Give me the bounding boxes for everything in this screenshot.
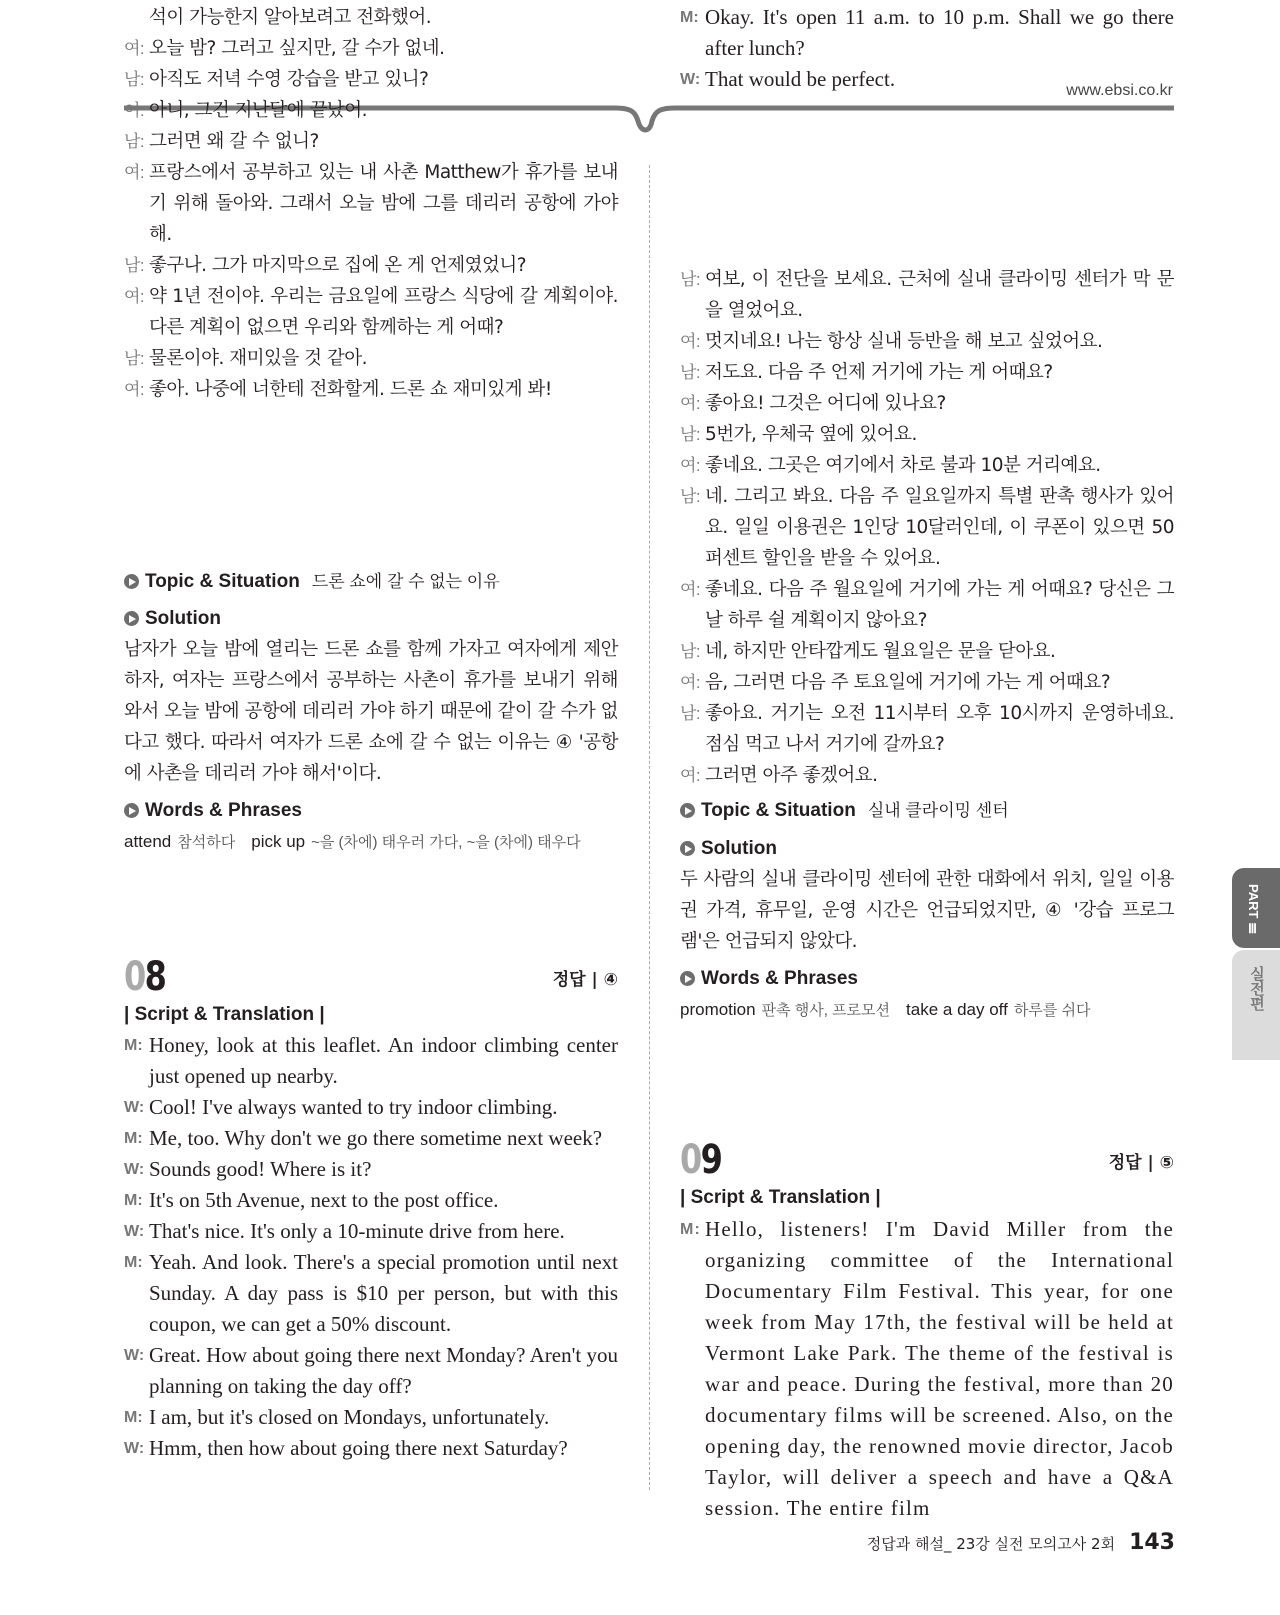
words-section (124, 795, 618, 858)
speaker-label: M: (124, 1254, 143, 1271)
speaker-label: 남: (680, 363, 701, 382)
dialogue-line (680, 698, 1174, 760)
line-text: 음, 그러면 다음 주 토요일에 거기에 가는 게 어때요? (705, 672, 1111, 693)
solution-label: Solution (145, 608, 221, 629)
page-number: 143 (1129, 1530, 1175, 1555)
phrase: pick up (251, 832, 306, 851)
dialogue-line (680, 264, 1174, 326)
line-text: Yeah. And look. There's a special promotion until next Sunday. A day pass is $10 per person, but with this coupon, we can get a 50% discount. (149, 1250, 618, 1336)
phrase-meaning: 판촉 행사, 프로모션 (761, 1002, 891, 1019)
dialogue-line (680, 481, 1174, 574)
line-text: That would be perfect. (705, 67, 896, 91)
speaker-label: 여: (680, 673, 701, 692)
speaker-label: W: (124, 1223, 145, 1240)
solution-section (680, 833, 1174, 957)
topic-heading (124, 566, 618, 597)
dialogue-korean (680, 264, 1174, 791)
solution-text: 남자가 오늘 밤에 열리는 드론 쇼를 함께 가자고 여자에게 제안하자, 여자는 프랑스에서 공부하는 사촌이 휴가를 보내기 위해 와서 오늘 밤에 공항에 데리러 가야 하기 때문에 같이 갈 수가 없다고 했다. 따라서 여자가 드론 쇼에 갈 수 없는 이유는 ④ '공항에 사촌을 데리러 가야 해서'이다. (124, 639, 618, 784)
play-bullet-icon (680, 841, 695, 856)
dialogue-line (124, 1247, 618, 1340)
speaker-label: M: (680, 9, 699, 26)
speaker-label: M: (124, 1192, 143, 1209)
line-text: Cool! I've always wanted to try indoor climbing. (149, 1095, 558, 1119)
solution-section (124, 603, 618, 789)
dialogue-line (124, 1123, 618, 1154)
side-tab-part-label: PART Ⅲ (1246, 884, 1261, 938)
phrase: take a day off (906, 1000, 1008, 1019)
dialogue-line (680, 760, 1174, 791)
line-text: 여보, 이 전단을 보세요. 근처에 실내 클라이밍 센터가 막 문을 열었어요. (705, 269, 1174, 321)
play-bullet-icon (124, 803, 139, 818)
line-text: 그러면 왜 갈 수 없니? (149, 131, 319, 152)
dialogue-line (680, 388, 1174, 419)
line-text: 네. 그리고 봐요. 다음 주 일요일까지 특별 판촉 행사가 있어요. 일일 이용권은 1인당 10달러인데, 이 쿠폰이 있으면 50퍼센트 할인을 받을 수 있어요. (705, 486, 1174, 569)
speaker-label: M: (680, 1221, 702, 1238)
column-divider (649, 165, 650, 1490)
dialogue-line (124, 1185, 618, 1216)
speaker-label: 남: (680, 642, 701, 661)
script-label: | Script & Translation | (124, 1004, 325, 1025)
topic-label: Topic & Situation (701, 800, 856, 821)
phrase-meaning: 참석하다 (177, 834, 236, 851)
words-list (680, 994, 1174, 1026)
speaker-label: 남: (124, 256, 145, 275)
line-text: 아니, 그건 지난달에 끝났어. (149, 100, 367, 121)
dialogue-line (680, 419, 1174, 450)
question-08-header (124, 955, 618, 1030)
dialogue-line (124, 1216, 618, 1247)
phrase-meaning: ~을 (차에) 태우러 가다, ~을 (차에) 태우다 (311, 834, 581, 851)
line-text: Me, too. Why don't we go there sometime next week? (149, 1126, 603, 1150)
site-url: www.ebsi.co.kr (1066, 82, 1173, 99)
side-tab-part[interactable] (1232, 868, 1280, 948)
words-label: Words & Phrases (701, 968, 858, 989)
solution-text: 두 사람의 실내 클라이밍 센터에 관한 대화에서 위치, 일일 이용권 가격, 휴무일, 운영 시간은 언급되었지만, ④ '강습 프로그램'은 언급되지 않았다. (680, 869, 1174, 952)
topic-heading (680, 795, 1174, 826)
script-label: | Script & Translation | (680, 1187, 881, 1208)
play-bullet-icon (124, 574, 139, 589)
dialogue-english-cont (680, 2, 1174, 95)
line-text: 좋아요. 거기는 오전 11시부터 오후 10시까지 운영하네요. 점심 먹고 나서 거기에 갈까요? (705, 703, 1174, 755)
dialogue-line (124, 95, 618, 126)
line-text: 아직도 저녁 수영 강습을 받고 있니? (149, 69, 429, 90)
dialogue-line (680, 450, 1174, 481)
play-bullet-icon (124, 611, 139, 626)
dialogue-line (680, 667, 1174, 698)
line-text: 네, 하지만 안타깝게도 월요일은 문을 닫아요. (705, 641, 1056, 662)
line-text: 프랑스에서 공부하고 있는 내 사촌 Matthew가 휴가를 보내기 위해 돌아와. 그래서 오늘 밤에 그를 데리러 공항에 가야 해. (149, 162, 618, 245)
phrase: promotion (680, 1000, 756, 1019)
line-text: 물론이야. 재미있을 것 같아. (149, 348, 367, 369)
line-text: Okay. It's open 11 a.m. to 10 p.m. Shall we go there after lunch? (705, 5, 1174, 60)
speaker-label: 남: (680, 704, 701, 723)
speaker-label: W: (124, 1440, 145, 1457)
speaker-label: W: (680, 71, 701, 88)
speaker-label: M: (124, 1409, 143, 1426)
words-section (680, 963, 1174, 1026)
dialogue-line (124, 126, 618, 157)
line-text: Honey, look at this leaflet. An indoor climbing center just opened up nearby. (149, 1033, 618, 1088)
line-text: 좋네요. 그곳은 여기에서 차로 불과 10분 거리예요. (705, 455, 1101, 476)
dialogue-line (124, 250, 618, 281)
dialogue-line (124, 374, 618, 405)
topic-label: Topic & Situation (145, 571, 300, 592)
speaker-label: 여: (680, 456, 701, 475)
line-text: Great. How about going there next Monday? Aren't you planning on taking the day off? (149, 1343, 618, 1398)
dialogue-line (124, 281, 618, 343)
speaker-label: 남: (680, 425, 701, 444)
line-text: 약 1년 전이야. 우리는 금요일에 프랑스 식당에 갈 계획이야. 다른 계획이 없으면 우리와 함께하는 게 어때? (149, 286, 618, 338)
speaker-label: 여: (124, 380, 145, 399)
speaker-label: 여: (124, 39, 145, 58)
line-text: 오늘 밤? 그러고 싶지만, 갈 수가 없네. (149, 38, 445, 59)
side-tab-section[interactable] (1232, 950, 1280, 1060)
words-label: Words & Phrases (145, 800, 302, 821)
dialogue-line (124, 1030, 618, 1092)
line-text: 5번가, 우체국 옆에 있어요. (705, 424, 917, 445)
line-text: 좋아요! 그것은 어디에 있나요? (705, 393, 946, 414)
dialogue-english (680, 1214, 1174, 1524)
speaker-label: 여: (124, 101, 145, 120)
dialogue-line (124, 64, 618, 95)
phrase-meaning: 하루를 쉬다 (1013, 1002, 1091, 1019)
line-text: 석이 가능한지 알아보려고 전화했어. (149, 7, 432, 28)
speaker-label: 남: (680, 487, 701, 506)
speaker-label: W: (124, 1161, 145, 1178)
dialogue-korean (124, 2, 618, 405)
line-text: Hmm, then how about going there next Saturday? (149, 1436, 568, 1460)
line-text: 좋구나. 그가 마지막으로 집에 온 게 언제였었니? (149, 255, 527, 276)
speaker-label: 남: (124, 70, 145, 89)
speaker-label: W: (124, 1099, 145, 1116)
side-tab-section-label: 실전편 (1248, 966, 1265, 1011)
answer-label: 정답 | ④ (552, 970, 618, 990)
dialogue-line (124, 33, 618, 64)
dialogue-line (680, 64, 1174, 95)
topic-value: 실내 클라이밍 센터 (867, 801, 1009, 820)
dialogue-line (124, 1402, 618, 1433)
play-bullet-icon (680, 971, 695, 986)
line-text: That's nice. It's only a 10-minute drive from here. (149, 1219, 565, 1243)
line-text: I am, but it's closed on Mondays, unfortunately. (149, 1405, 550, 1429)
question-number: 08 (124, 954, 166, 1000)
dialogue-line (680, 2, 1174, 64)
speaker-label: 여: (680, 332, 701, 351)
speaker-label: 여: (124, 163, 145, 182)
line-text: It's on 5th Avenue, next to the post office. (149, 1188, 499, 1212)
line-text: 저도요. 다음 주 언제 거기에 가는 게 어때요? (705, 362, 1053, 383)
dialogue-line (680, 357, 1174, 388)
solution-label: Solution (701, 838, 777, 859)
speaker-label: 남: (124, 132, 145, 151)
dialogue-line (680, 574, 1174, 636)
speaker-label: 남: (680, 270, 701, 289)
speaker-label: 여: (124, 287, 145, 306)
question-number: 09 (680, 1137, 722, 1183)
speaker-label: 여: (680, 580, 701, 599)
page-footer (867, 1530, 1175, 1555)
line-text: 좋아. 나중에 너한테 전화할게. 드론 쇼 재미있게 봐! (149, 379, 552, 400)
dialogue-line (124, 1433, 618, 1464)
dialogue-line (124, 1154, 618, 1185)
speaker-label: W: (124, 1347, 145, 1364)
speaker-label: 남: (124, 349, 145, 368)
speaker-label: M: (124, 1037, 143, 1054)
line-text: 멋지네요! 나는 항상 실내 등반을 해 보고 싶었어요. (705, 331, 1103, 352)
line-text: 좋네요. 다음 주 월요일에 거기에 가는 게 어때요? 당신은 그날 하루 쉴 계획이지 않아요? (705, 579, 1174, 631)
topic-value: 드론 쇼에 갈 수 없는 이유 (311, 572, 500, 591)
play-bullet-icon (680, 803, 695, 818)
speaker-label: 여: (680, 394, 701, 413)
dialogue-line (680, 326, 1174, 357)
dialogue-line (680, 1214, 1174, 1524)
line-text: Hello, listeners! I'm David Miller from the organizing committee of the International Documentary Film Festival. This year, for one week from May 17th, the festival will be held at Vermont Lake Park. The theme of the festival is war and peace. During the festival, more than 20 documentary films will be screened. Also, on the opening day, the renowned movie director, Jacob Taylor, will deliver a speech and have a Q&A session. The entire film (705, 1217, 1174, 1520)
speaker-label: 여: (680, 766, 701, 785)
dialogue-line (124, 1340, 618, 1402)
footer-title: 정답과 해설_ 23강 실전 모의고사 2회 (866, 1535, 1116, 1553)
dialogue-line (680, 636, 1174, 667)
dialogue-line (124, 2, 618, 33)
dialogue-line (124, 157, 618, 250)
dialogue-line (124, 343, 618, 374)
answer-label: 정답 | ⑤ (1108, 1153, 1174, 1173)
line-text: Sounds good! Where is it? (149, 1157, 372, 1181)
phrase: attend (124, 832, 172, 851)
question-09-header (680, 1138, 1174, 1213)
dialogue-line (124, 1092, 618, 1123)
words-list (124, 826, 618, 858)
dialogue-english (124, 1030, 618, 1464)
line-text: 그러면 아주 좋겠어요. (705, 765, 878, 786)
speaker-label: M: (124, 1130, 143, 1147)
